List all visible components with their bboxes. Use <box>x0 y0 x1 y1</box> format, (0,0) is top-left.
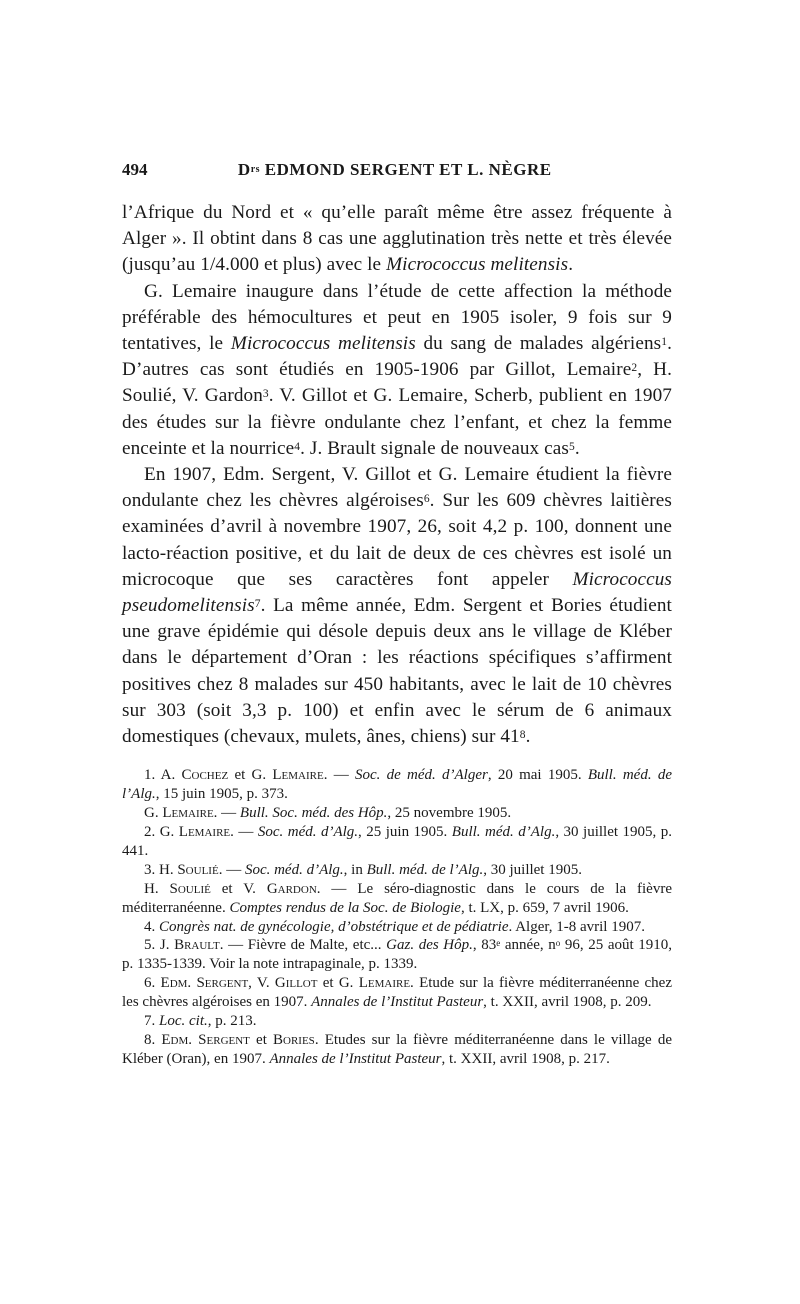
paragraph-1: l’Afrique du Nord et « qu’elle paraît même être assez fréquente à Alger ». Il obtint dans 8 cas une agglutination très nette et très élevée (jusqu’au 1/4.000 et plus) avec le Micrococcus melitensis. <box>122 202 672 276</box>
footnote-2: 2. G. Lemaire. — Soc. méd. d’Alg., 25 juin 1905. Bull. méd. d’Alg., 30 juillet 1905, p. 441. <box>122 823 672 859</box>
paragraph-2: G. Lemaire inaugure dans l’étude de cette affection la méthode préférable des hémocultures et peut en 1905 isoler, 9 fois sur 9 tentatives, le Micrococcus melitensis du sang de malades algériens$^1$. D’autres cas sont étudiés en 1905-1906 par Gillot, Lemaire$^2$, H. Soulié, V. Gardon$^3$. V. Gillot et G. Lemaire, Scherb, publient en 1907 des études sur la fièvre ondulante chez l’enfant, et chez la femme enceinte et la nourrice$^4$. J. Brault signale de nouveaux cas$^5$. <box>122 280 672 459</box>
page-header <box>122 160 672 186</box>
body-text <box>122 200 672 750</box>
footnote-ref-5: 5 <box>568 440 575 453</box>
page-number: 494 <box>122 160 148 179</box>
footnote-6: 6. Edm. Sergent, V. Gillot et G. Lemaire. Etude sur la fièvre méditerranéenne chez les chèvres algéroises en 1907. Annales de l’Institut Pasteur, t. XXII, avril 1908, p. 209. <box>122 975 672 1011</box>
footnote-1: 1. A. Cochez et G. Lemaire. — Soc. de méd. d’Alger, 20 mai 1905. Bull. méd. de l’Alg., 15 juin 1905, p. 373. <box>122 767 672 803</box>
footnote-ref-3: 3 <box>262 388 269 401</box>
footnote-ref-2: 2 <box>631 362 638 375</box>
footnote-ref-4: 4 <box>294 440 301 453</box>
footnote-3: 3. H. Soulié. — Soc. méd. d’Alg., in Bull. méd. de l’Alg., 30 juillet 1905. <box>144 861 582 878</box>
running-head: $D^{rs}$ EDMOND SERGENT ET L. NÈGRE <box>237 160 552 179</box>
footnote-ref-1: 1 <box>661 335 668 348</box>
footnote-8: 8. Edm. Sergent et Bories. Etudes sur la fièvre méditerranéenne dans le village de Kléber (Oran), en 1907. Annales de l’Institut Pasteur, t. XXII, avril 1908, p. 217. <box>122 1031 672 1067</box>
footnote-1b: G. Lemaire. — Bull. Soc. méd. des Hôp., 25 novembre 1905. <box>144 805 512 822</box>
footnote-ref-7: 7 <box>254 598 261 611</box>
footnote-ref-6: 6 <box>423 493 430 506</box>
footnote-ref-8: 8 <box>519 729 526 742</box>
page <box>122 160 672 1069</box>
footnote-5: 5. J. Brault. — Fièvre de Malte, etc... Gaz. des Hôp., 83e année, $n^o$ 96, 25 août 1910, p. 1335-1339. Voir la note intrapaginale, p. 1339. <box>122 937 673 973</box>
footnote-7: 7. Loc. cit., p. 213. <box>144 1013 257 1030</box>
paragraph-3: En 1907, Edm. Sergent, V. Gillot et G. Lemaire étudient la fièvre ondulante chez les chèvres algéroises$^6$. Sur les 609 chèvres laitières examinées d’avril à novembre 1907, 26, soit 4,2 p. 100, donnent une lacto-réaction positive, et du lait de deux de ces chèvres est isolé un microcoque que ses caractères font appeler Micrococcus pseudomelitensis$^7$. La même année, Edm. Sergent et Bories étudient une grave épidémie qui désole depuis deux ans le village de Kléber dans le département d’Oran : les réactions spécifiques s’affirment positives chez 8 malades sur 450 habitants, avec le lait de 10 chèvres sur 303 (soit 3,3 p. 100) et enfin avec le sérum de 6 animaux domestiques (chevaux, mulets, ânes, chiens) sur $41^8$. <box>122 464 672 748</box>
footnote-4: 4. Congrès nat. de gynécologie, d’obstétrique et de pédiatrie. Alger, 1-8 avril 1907. <box>144 918 645 935</box>
footnotes <box>122 766 672 1069</box>
footnote-3b: H. Soulié et V. Gardon. — Le séro-diagnostic dans le cours de la fièvre méditerranéenne. Comptes rendus de la Soc. de Biologie, t. LX, p. 659, 7 avril 1906. <box>122 880 672 916</box>
